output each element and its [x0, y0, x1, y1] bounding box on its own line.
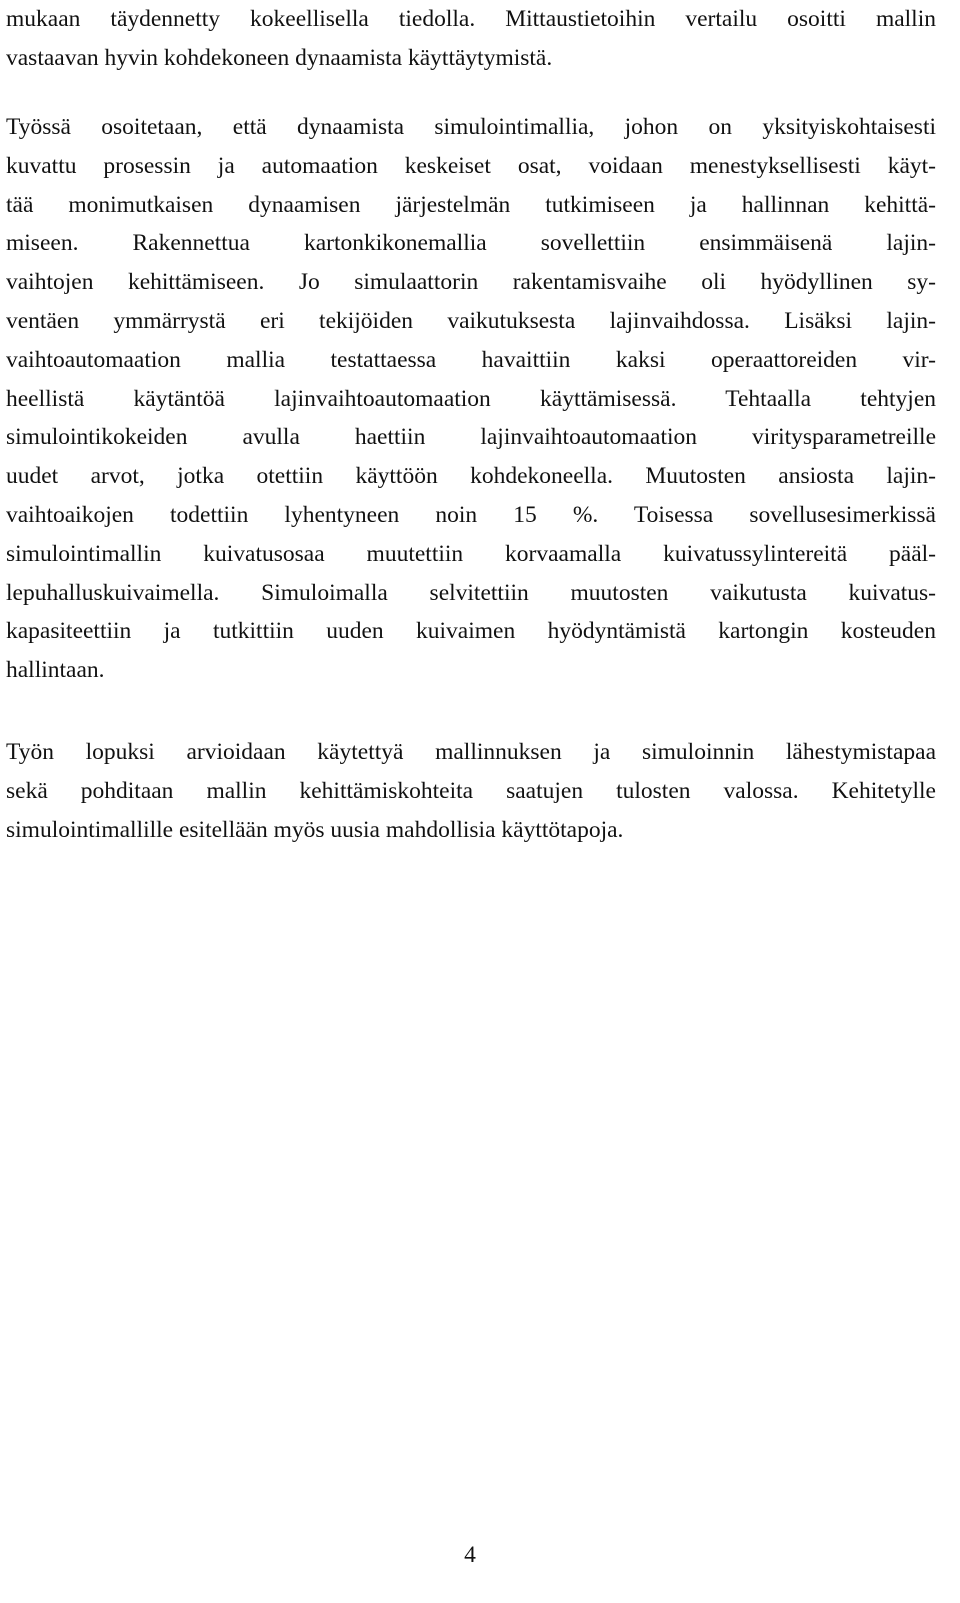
paragraph-main — [6, 108, 936, 690]
text-line: lepuhalluskuivaimella. Simuloimalla selvitettiin muutosten vaikutusta kuivatus- — [6, 579, 936, 606]
text-line: miseen. Rakennettua kartonkikonemallia sovellettiin ensimmäisenä lajin- — [6, 230, 936, 257]
text-line: hallintaan. — [6, 657, 105, 684]
text-line: mukaan täydennetty kokeellisella tiedolla. Mittaustietoihin vertailu osoitti mallin — [6, 6, 936, 32]
text-line: Työssä osoitetaan, että dynaamista simulointimallia, johon on yksityiskohtaisesti — [6, 114, 936, 140]
text-line: kapasiteettiin ja tutkittiin uuden kuivaimen hyödyntämistä kartongin kosteuden — [6, 618, 936, 645]
paragraph-closing — [6, 733, 936, 849]
text-line: simulointikokeiden avulla haettiin lajinvaihtoautomaation viritysparametreille — [6, 424, 936, 451]
paragraph-intro — [6, 0, 936, 78]
text-line: kuvattu prosessin ja automaation keskeiset osat, voidaan menestyksellisesti käyt- — [6, 152, 936, 179]
text-line: vaihtoautomaation mallia testattaessa havaittiin kaksi operaattoreiden vir- — [6, 346, 936, 373]
text-line: simulointimallille esitellään myös uusia mahdollisia käyttötapoja. — [6, 816, 624, 843]
text-line: vaihtoaikojen todettiin lyhentyneen noin 15 %. Toisessa sovellusesimerkissä — [6, 501, 936, 528]
text-line: ventäen ymmärrystä eri tekijöiden vaikutuksesta lajinvaihdossa. Lisäksi lajin- — [6, 307, 936, 334]
text-line: heellistä käytäntöä lajinvaihtoautomaation käyttämisessä. Tehtaalla tehtyjen — [6, 385, 936, 412]
page-number: 4 — [464, 1542, 476, 1568]
text-line: vaihtojen kehittämiseen. Jo simulaattorin rakentamisvaihe oli hyödyllinen sy- — [6, 269, 936, 296]
text-line: uudet arvot, jotka otettiin käyttöön kohdekoneella. Muutosten ansiosta lajin- — [6, 463, 936, 490]
text-line: vastaavan hyvin kohdekoneen dynaamista käyttäytymistä. — [6, 44, 553, 71]
text-line: sekä pohditaan mallin kehittämiskohteita saatujen tulosten valossa. Kehitetylle — [6, 777, 936, 804]
text-line: simulointimallin kuivatusosaa muutettiin korvaamalla kuivatussylintereitä pääl- — [6, 540, 936, 567]
text-line: Työn lopuksi arvioidaan käytettyä mallinnuksen ja simuloinnin lähestymistapaa — [6, 739, 936, 765]
text-line: tää monimutkaisen dynaamisen järjestelmän tutkimiseen ja hallinnan kehittä- — [6, 191, 936, 218]
